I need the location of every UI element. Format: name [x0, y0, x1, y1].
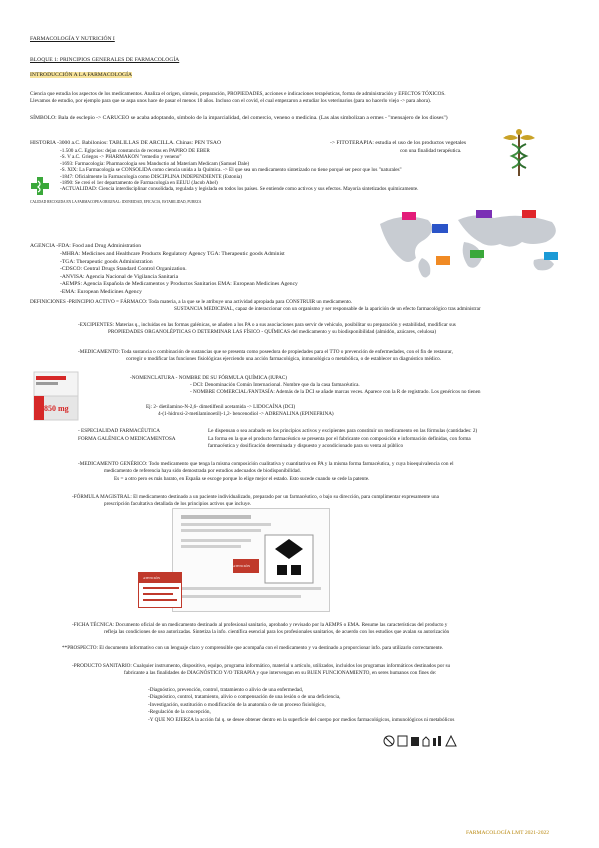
history-item: -1693: Farmacología: Pharmacologia seu Manductio ad Materiam Medicam (Samuel Dale)	[60, 160, 250, 167]
agency-item: -ANVISA: Agencia Nacional de Vigilancia Sanitaria	[60, 273, 179, 280]
history-item: -1847: Oficialmente la Farmacología como DISCIPLINA INDEPENDIENTE (Estonia)	[60, 173, 242, 180]
history-item: -1.500 a.C. Egipcios: dejan constancia de recetas en PAPIRO DE EBER	[60, 148, 210, 154]
nomenclatura-2: - DCI: Denominación Común Internacional. Nombre que da la casa farmacéutica.	[190, 382, 360, 388]
definition-medicamento-2: corregir o modificar las funciones fisiológicas ejerciendo una acción farmacológica, inmunológica o metabólica, o de establecer un diagnóstico médico.	[126, 356, 442, 362]
example-1: Ej: 2- dietilamino-N-2,6- dimetilfenil acetamida -> LIDOCAÍNA (DCI)	[146, 404, 296, 410]
definition-pa-1: DEFINICIONES -PRINCIPIO ACTIVO = FÁRMACO: Toda materia, a la que se le atribuye una actividad apropiada para CONSTRUIR un medicamento.	[30, 299, 353, 305]
pharmacy-cross-icon	[30, 176, 50, 196]
dose-label: 850 mg	[44, 404, 69, 413]
section-title: INTRODUCCIÓN A LA FARMACOLOGÍA	[30, 72, 132, 78]
list-item: -Y QUE NO EJERZA la acción fal q. se desee obtener dentro en la superficie del cuerpo por medios farmacológicos, inmunológicos ni metabólicos	[148, 716, 455, 723]
definition-excipientes-2: PROPIEDADES ORGANOLÉPTICAS O DETERMINAR LAS FÍSICO - QUÍMICAS del medicamento y su biodisponibilidad (almidón, azúcares, celulosa)	[108, 329, 437, 335]
block-title: BLOQUE 1: PRINCIPIOS GENERALES DE FARMACOLOGÍA	[30, 57, 180, 63]
list-item: -Diagnóstico, prevención, control, tratamiento o alivio de una enfermedad,	[148, 687, 303, 693]
agency-item: -MHRA: Medicines and Healthcare Products Regulatory Agency TGA: Therapeutic goods Administ	[60, 251, 285, 257]
prescription-label-icon	[172, 508, 330, 612]
generico-3: Es = a otro pero es más barato, en España se escoge porque lo elige mejor el estado. Esto sucede cuando se cede la patente.	[114, 476, 370, 482]
prospecto-text: **PROSPECTO: El documento informativo con un lenguaje claro y comprensible que acompaña con el medicamento y va destinado a proporcionar info. para utilizarlo correctamente.	[62, 645, 444, 651]
history-item: -S. XIX: La Farmacología se CONSOLIDA como ciencia unida a la Química. -> El que sea un medicamento sintetizado no tiene porqué ser peor que los "naturales"	[60, 167, 402, 174]
formula-magistral-1: -FÓRMULA MAGISTRAL: El medicamento destinado a un paciente individualizado, preparado por un farmacéutico, o bajo su dirección, para cumplimentar expresamente una	[72, 494, 439, 500]
agency-item: -EMA: European Medicines Agency	[60, 288, 142, 295]
footer-text: FARMACOLOGÍA LMT 2021-2022	[466, 830, 550, 836]
list-item: -Investigación, sustitución o modificación de la anatomía o de un proceso fisiológico,	[148, 701, 326, 708]
history-item: -S. V a.C. Griegos -> PHARMAKON "remedio y veneno"	[60, 154, 182, 161]
list-item: -Diagnóstico, control, tratamiento, alivio o compensación de una lesión o de una deficiencia,	[148, 694, 341, 701]
world-map-icon	[372, 206, 572, 284]
forma-text-2: farmacéutica y dosificación determinada y dispuesto y acondicionado para su venta al público	[208, 443, 404, 449]
subject-title: FARMACOLOGÍA Y NUTRICIÓN I	[30, 36, 115, 42]
history-title: HISTORIA -3000 a.C. Babilonios: TABLILLAS DE ARCILLA. Chinas: PEN TSAO	[30, 140, 221, 146]
forma-text: La forma en la que el producto farmacéutico se presenta por el fabricante con composición e información definidas, con forma	[208, 436, 471, 442]
formula-magistral-2: prescripción facultativa detallada de los principios activos que incluye.	[104, 501, 252, 507]
warning-sticker-icon	[138, 572, 182, 608]
list-item: -Regulación de la concepción,	[148, 709, 211, 716]
agency-item: -AEMPS: Agencia Española de Medicamentos y Productos Sanitarios EMA: European Medicines Agency	[60, 281, 298, 288]
agency-title: AGENCIA -FDA: Food and Drug Administration	[30, 243, 142, 249]
history-item: -ACTUALIDAD: Ciencia interdisciplinar consolidada, regulada y legislada en todos los países. Se entiende como activos y sus efectos. Mayoría sintetizados químicamente.	[60, 186, 419, 193]
caduceus-icon	[500, 128, 538, 178]
definition-excipientes-1: -EXCIPIENTES: Materias q., incluidas en las formas galénicas, se añaden a los PA o a sus asociaciones para servir de vehículo, posibilitar su preparación y estabilidad, modificar sus	[78, 322, 456, 328]
fitoterapia-text: -> FITOTERAPIA: estudia el uso de los productos vegetales	[330, 140, 467, 146]
agency-item: -CDSCO: Central Drugs Standard Control Organization.	[60, 266, 187, 273]
fitoterapia-text-2: con una finalidad terapéutica.	[400, 148, 462, 154]
nomenclatura-3: - NOMBRE COMERCIAL/FANTASÍA: Además de la DCI se añade marcas veces. Aparece con la R de registrado. Los genéricos no tienen	[190, 389, 481, 395]
agency-list	[60, 251, 298, 297]
cross-caption: CALIDAD RECOGIDA EN LA FARMACOPEA ORIGINAL: IDONEIDAD, EFICACIA, ESTABILIDAD, PUREZA	[30, 200, 202, 204]
producto-sanitario-2: fabricante a las finalidades de DIAGNÓSTICO Y/O TERAPIA y que intervengan en su BUEN FUNCIONAMIENTO, en seres humanos con fines de:	[124, 670, 437, 676]
generico-2: medicamento de referencia haya sido demostrada por estudios adecuados de biodisponibilidad.	[104, 468, 301, 474]
generico-1: -MEDICAMENTO GENÉRICO: Todo medicamento que tenga la misma composición cualitativa y cuantitativa en PA y la misma forma farmacéutica, y cuya bioequivalencia con el	[78, 461, 454, 467]
warning-label-2: ATENCIÓN	[143, 576, 160, 580]
agency-item: -TGA: Therapeutic goods Administration	[60, 258, 153, 265]
ficha-tecnica-2: refleja las condiciones de uso autorizadas. Sintetiza la info. científica esencial para los profesionales sanitarios, de acuerdo con los estudios que avalan su autorización	[104, 629, 450, 635]
producto-sanitario-1: -PRODUCTO SANITARIO: Cualquier instrumento, dispositivo, equipo, programa informático, material u artículo, utilizados, incluidos los programas informáticos destinados por su	[72, 663, 451, 669]
symbol-text: SÍMBOLO: Bala de esclepio -> CARUCEO se acaba adoptando, símbolo de la imparcialidad, del comercio, veneno o medicina. (Las alas simbolizan a ermes - "mensajero de los dioses")	[30, 115, 448, 121]
regulatory-symbols-icon	[382, 734, 460, 748]
history-list	[60, 148, 418, 193]
warning-label-1: ATENCIÓN	[233, 564, 250, 568]
forma-label: FORMA GALÉNICA O MEDICAMENTOSA	[78, 436, 176, 442]
especialidad-text: Le dispensan o sea acabado en los principios activos y excipientes para constituir un medicamento en las fórmulas (cantidades: 2)	[208, 428, 478, 434]
intro-line-1: Ciencia que estudia los aspectos de los medicamentos. Analiza el origen, síntesis, preparación, PROPIEDADES, acciones e indicaciones terapéuticas, forma de administración y EFECTOS TÓXICOS.	[30, 91, 446, 97]
producto-sanitario-list	[148, 687, 454, 724]
ficha-tecnica-1: -FICHA TÉCNICA: Documento oficial de un medicamento destinado al profesional sanitario, aprobado y revisado por la AEMPS o EMA. Resume las características del producto y	[72, 622, 448, 628]
history-item: -1890: Se creó el 1er departamento de Farmacología en EEUU (Jacob Abel)	[60, 180, 218, 187]
definition-pa-2: SUSTANCIA MEDICINAL, capaz de interaccionar con un organismo y ser responsable de la aparición de un efecto farmacológico tras administrar	[174, 306, 481, 312]
nomenclatura-1: -NOMENCLATURA - NOMBRE DE SU FÓRMULA QUÍMICA (IUPAC)	[130, 375, 288, 381]
especialidad-label: - ESPECIALIDAD FARMACÉUTICA	[78, 428, 161, 434]
definition-medicamento-1: -MEDICAMENTO: Toda sustancia o combinación de sustancias que se presenta como poseedora de propiedades para el TTO o prevención de enfermedades, con el fin de restaurar,	[78, 349, 453, 355]
medicine-box-icon	[32, 366, 80, 422]
intro-line-2: Llevamos de estudio, por ejemplo para que se aspa unos hace de pasar el menos 10 años. Incluso con el covid, el cual empezaron a estudiar los veterinarios (para no hacerlo viejo -> para ahora).	[30, 98, 432, 104]
example-2: 4-(1-hidroxi-2-metilaminoetil)-1,2- bencenodiol -> ADRENALINA (EPINEFRINA)	[158, 411, 334, 417]
